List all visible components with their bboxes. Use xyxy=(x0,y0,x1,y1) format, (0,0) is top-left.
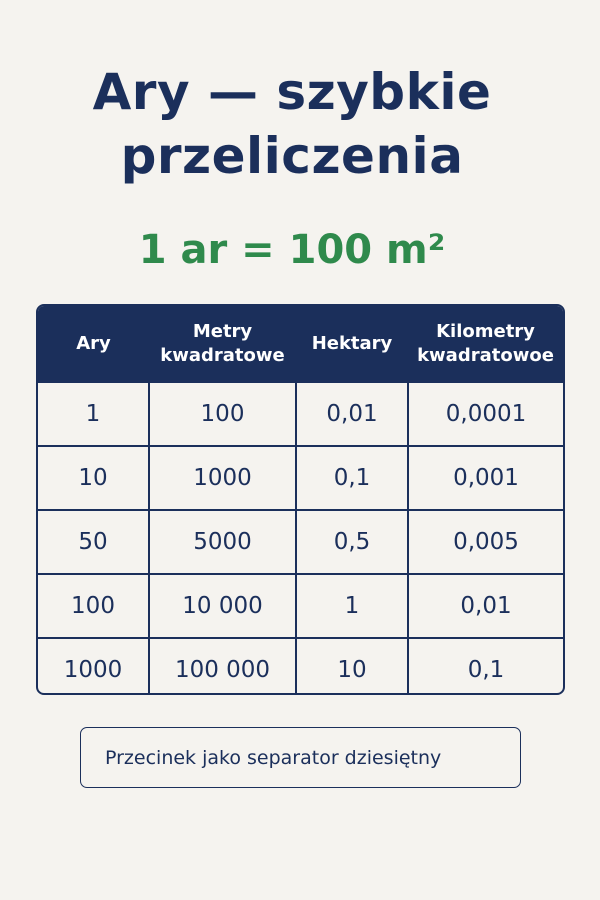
cell-metry: 100 000 xyxy=(149,638,296,695)
cell-ary: 1 xyxy=(38,382,149,446)
cell-kilometry: 0,01 xyxy=(408,574,563,638)
cell-metry: 10 000 xyxy=(149,574,296,638)
page-title xyxy=(0,60,584,188)
page-title-line-1: Ary — szybkie xyxy=(92,63,492,121)
cell-kilometry: 0,001 xyxy=(408,446,563,510)
header-hektary: Hektary xyxy=(296,306,408,382)
table-header-row xyxy=(38,306,563,382)
cell-hektary: 0,01 xyxy=(296,382,408,446)
cell-metry: 1000 xyxy=(149,446,296,510)
page-title-line-2: przeliczenia xyxy=(120,127,464,185)
cell-ary: 50 xyxy=(38,510,149,574)
cell-kilometry: 0,0001 xyxy=(408,382,563,446)
table-row xyxy=(38,638,563,695)
cell-kilometry: 0,005 xyxy=(408,510,563,574)
cell-metry: 100 xyxy=(149,382,296,446)
cell-metry: 5000 xyxy=(149,510,296,574)
cell-hektary: 0,5 xyxy=(296,510,408,574)
cell-kilometry: 0,1 xyxy=(408,638,563,695)
header-metry-kwadratowe: Metry kwadratowe xyxy=(149,306,296,382)
header-ary: Ary xyxy=(38,306,149,382)
conversion-table xyxy=(36,304,565,695)
table-row xyxy=(38,382,563,446)
cell-hektary: 1 xyxy=(296,574,408,638)
cell-ary: 100 xyxy=(38,574,149,638)
table-row xyxy=(38,510,563,574)
table-row xyxy=(38,574,563,638)
table-row xyxy=(38,446,563,510)
cell-hektary: 10 xyxy=(296,638,408,695)
header-kilometry-kwadratowe: Kilometry kwadratowoe xyxy=(408,306,563,382)
decimal-separator-note: Przecinek jako separator dziesiętny xyxy=(80,727,521,788)
cell-hektary: 0,1 xyxy=(296,446,408,510)
conversion-formula: 1 ar = 100 m² xyxy=(138,227,446,273)
cell-ary: 1000 xyxy=(38,638,149,695)
cell-ary: 10 xyxy=(38,446,149,510)
